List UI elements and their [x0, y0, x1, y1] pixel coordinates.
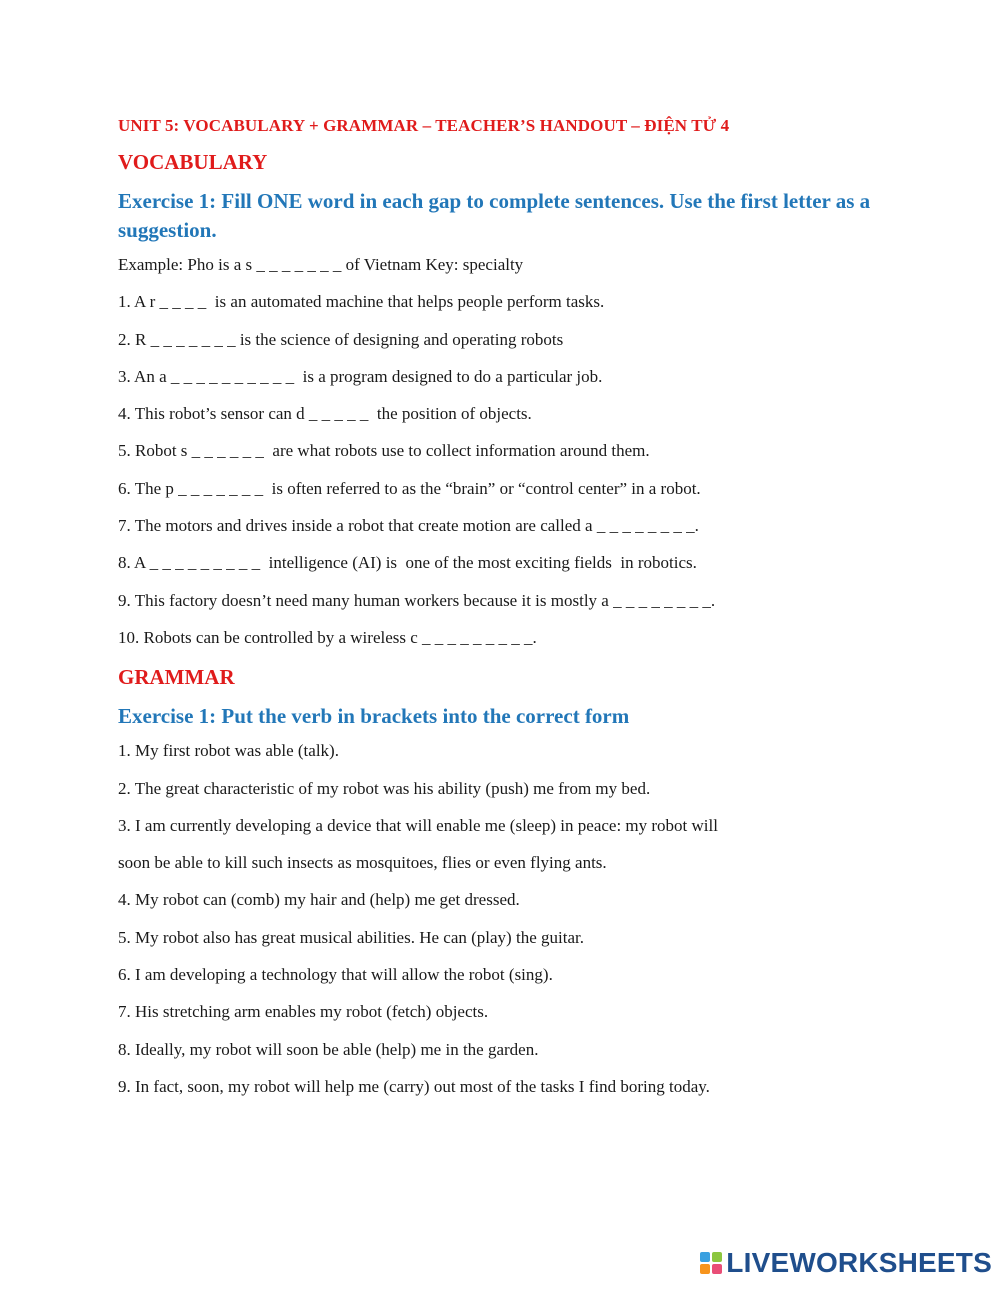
liveworksheets-logo-icon	[700, 1252, 722, 1274]
grammar-item: 4. My robot can (comb) my hair and (help) me get dressed.	[118, 890, 520, 910]
vocabulary-item: 5. Robot s _ _ _ _ _ _ are what robots use to collect information around them.	[118, 441, 650, 461]
vocabulary-item: 3. An a _ _ _ _ _ _ _ _ _ _ is a program designed to do a particular job.	[118, 366, 603, 386]
grammar-item: 7. His stretching arm enables my robot (fetch) objects.	[118, 1002, 489, 1022]
vocabulary-item: 8. A _ _ _ _ _ _ _ _ _ intelligence (AI) is one of the most exciting fields in robotics.	[118, 553, 697, 573]
logo-mark-square	[712, 1264, 722, 1274]
grammar-item: 8. Ideally, my robot will soon be able (help) me in the garden.	[118, 1039, 539, 1059]
vocabulary-example: Example: Pho is a s _ _ _ _ _ _ _ of Vietnam Key: specialty	[118, 255, 524, 274]
grammar-exercise-title: Exercise 1: Put the verb in brackets into the correct form	[118, 704, 630, 729]
vocabulary-item: 7. The motors and drives inside a robot that create motion are called a _ _ _ _ _ _ _ _.	[118, 516, 699, 536]
liveworksheets-logo	[700, 1247, 992, 1279]
vocabulary-exercise-title: Exercise 1: Fill ONE word in each gap to complete sentences. Use the first letter as a suggestion.	[118, 189, 871, 242]
vocabulary-item: 10. Robots can be controlled by a wireless c _ _ _ _ _ _ _ _ _.	[118, 627, 537, 647]
logo-text: LIVEWORKSHEETS	[726, 1247, 992, 1278]
grammar-item: 6. I am developing a technology that will allow the robot (sing).	[118, 965, 553, 985]
grammar-item: 2. The great characteristic of my robot was his ability (push) me from my bed.	[118, 778, 651, 798]
grammar-item: 3. I am currently developing a device that will enable me (sleep) in peace: my robot will	[118, 815, 718, 835]
grammar-item: 5. My robot also has great musical abilities. He can (play) the guitar.	[118, 927, 584, 947]
vocabulary-item: 2. R _ _ _ _ _ _ _ is the science of designing and operating robots	[118, 329, 564, 349]
grammar-item: soon be able to kill such insects as mosquitoes, flies or even flying ants.	[118, 853, 607, 873]
unit-title: UNIT 5: VOCABULARY + GRAMMAR – TEACHER’S HANDOUT – ĐIỆN TỬ 4	[118, 116, 730, 135]
vocabulary-item: 4. This robot’s sensor can d _ _ _ _ _ the position of objects.	[118, 404, 532, 424]
vocabulary-item: 9. This factory doesn’t need many human workers because it is mostly a _ _ _ _ _ _ _ _.	[118, 590, 716, 610]
logo-mark-square	[700, 1264, 710, 1274]
logo-mark-square	[712, 1252, 722, 1262]
vocabulary-heading: VOCABULARY	[118, 150, 268, 174]
logo-mark-square	[700, 1252, 710, 1262]
worksheet	[118, 116, 918, 1114]
grammar-heading: GRAMMAR	[118, 665, 235, 690]
vocabulary-item: 6. The p _ _ _ _ _ _ _ is often referred to as the “brain” or “control center” in a robot.	[118, 478, 701, 498]
grammar-item: 1. My first robot was able (talk).	[118, 741, 339, 761]
grammar-item: 9. In fact, soon, my robot will help me (carry) out most of the tasks I find boring today.	[118, 1076, 710, 1096]
vocabulary-item: 1. A r _ _ _ _ is an automated machine that helps people perform tasks.	[118, 292, 605, 312]
